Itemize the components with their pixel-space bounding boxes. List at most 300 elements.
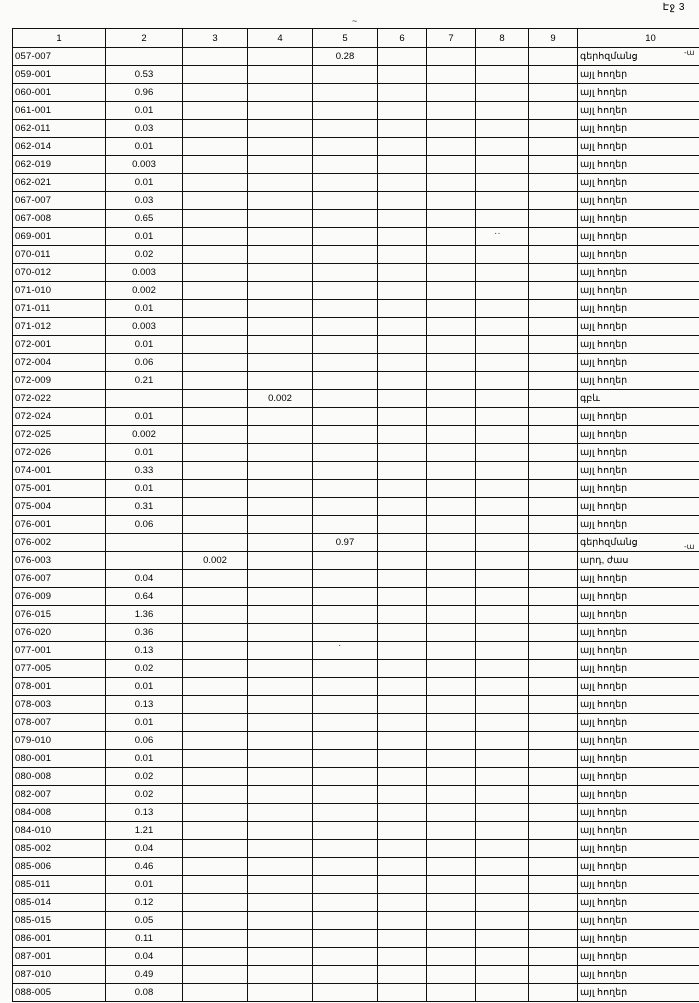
cell-3	[183, 210, 248, 228]
cell-8	[476, 480, 529, 498]
cell-3	[183, 696, 248, 714]
cell-7	[427, 966, 476, 984]
cell-10: այլ հողեր	[578, 570, 699, 588]
cell-3	[183, 750, 248, 768]
cell-7	[427, 336, 476, 354]
cell-2: 0.96	[106, 84, 183, 102]
cell-4	[248, 300, 313, 318]
cell-4	[248, 138, 313, 156]
cell-9	[529, 948, 578, 966]
cell-9	[529, 48, 578, 66]
cell-4	[248, 858, 313, 876]
cell-5	[313, 66, 378, 84]
table-row	[13, 102, 699, 120]
cell-2	[106, 534, 183, 552]
cell-8	[476, 408, 529, 426]
cell-2: 0.65	[106, 210, 183, 228]
cell-7	[427, 48, 476, 66]
cell-7	[427, 300, 476, 318]
column-header-5: 5	[313, 29, 378, 48]
cell-6	[378, 516, 427, 534]
cell-2: 0.002	[106, 282, 183, 300]
cell-7	[427, 246, 476, 264]
cell-3	[183, 336, 248, 354]
cell-2: 0.05	[106, 912, 183, 930]
cell-2: 0.002	[106, 426, 183, 444]
cell-10: այլ հողեր	[578, 66, 699, 84]
column-header-6: 6	[378, 29, 427, 48]
cell-2: 0.64	[106, 588, 183, 606]
cell-8	[476, 750, 529, 768]
cell-8	[476, 498, 529, 516]
cell-8	[476, 192, 529, 210]
cell-3	[183, 372, 248, 390]
cell-6	[378, 642, 427, 660]
cell-9	[529, 444, 578, 462]
cell-9	[529, 750, 578, 768]
cell-10: այլ հողեր	[578, 750, 699, 768]
cell-10: այլ հողեր	[578, 246, 699, 264]
cell-7	[427, 858, 476, 876]
cell-5	[313, 750, 378, 768]
table-row	[13, 732, 699, 750]
cell-3	[183, 570, 248, 588]
cell-2: 0.003	[106, 318, 183, 336]
cell-2: 0.01	[106, 174, 183, 192]
cell-7	[427, 714, 476, 732]
cell-9	[529, 372, 578, 390]
cell-3	[183, 156, 248, 174]
cell-8	[476, 102, 529, 120]
cell-2: 0.13	[106, 696, 183, 714]
cell-6	[378, 624, 427, 642]
cell-6	[378, 192, 427, 210]
cell-6	[378, 588, 427, 606]
cell-7	[427, 642, 476, 660]
table-body	[13, 48, 699, 1002]
cell-3	[183, 768, 248, 786]
cell-2: 0.01	[106, 750, 183, 768]
cell-6	[378, 48, 427, 66]
cell-5	[313, 804, 378, 822]
cell-7	[427, 282, 476, 300]
cell-6	[378, 606, 427, 624]
table-row	[13, 372, 699, 390]
cell-4	[248, 588, 313, 606]
cell-6	[378, 948, 427, 966]
cell-3	[183, 408, 248, 426]
cell-9	[529, 228, 578, 246]
table-row	[13, 966, 699, 984]
cell-1: 072-009	[13, 372, 106, 390]
cell-7	[427, 930, 476, 948]
cell-10: այլ հողեր	[578, 318, 699, 336]
cell-1: 080-008	[13, 768, 106, 786]
cell-7	[427, 768, 476, 786]
cell-6	[378, 930, 427, 948]
cell-2: 0.06	[106, 516, 183, 534]
cell-1: 076-015	[13, 606, 106, 624]
cell-9	[529, 642, 578, 660]
cell-6	[378, 498, 427, 516]
column-header-7: 7	[427, 29, 476, 48]
cell-8	[476, 462, 529, 480]
table-row	[13, 336, 699, 354]
cell-6	[378, 822, 427, 840]
cell-8	[476, 570, 529, 588]
cell-7	[427, 498, 476, 516]
cell-6	[378, 840, 427, 858]
cell-7	[427, 390, 476, 408]
cell-4	[248, 282, 313, 300]
cell-10: այլ հողեր	[578, 768, 699, 786]
ink-speck: ·	[338, 640, 342, 651]
cell-6	[378, 102, 427, 120]
cell-7	[427, 750, 476, 768]
cell-5	[313, 894, 378, 912]
cell-1: 070-011	[13, 246, 106, 264]
cell-5	[313, 462, 378, 480]
cell-6	[378, 444, 427, 462]
cell-4	[248, 534, 313, 552]
cell-1: 072-024	[13, 408, 106, 426]
cell-9	[529, 408, 578, 426]
table-row	[13, 174, 699, 192]
cell-2: 0.02	[106, 768, 183, 786]
cell-10: այլ հողեր	[578, 894, 699, 912]
cell-10: այլ հողեր	[578, 498, 699, 516]
cell-10: գերհզմանց	[578, 534, 699, 552]
cell-9	[529, 660, 578, 678]
cell-7	[427, 984, 476, 1002]
cell-5	[313, 948, 378, 966]
cell-7	[427, 66, 476, 84]
cell-2: 0.13	[106, 804, 183, 822]
cell-5	[313, 390, 378, 408]
cell-2: 0.01	[106, 480, 183, 498]
cell-4	[248, 210, 313, 228]
cell-9	[529, 894, 578, 912]
cell-5	[313, 696, 378, 714]
cell-2: 0.33	[106, 462, 183, 480]
cell-6	[378, 174, 427, 192]
cell-4	[248, 660, 313, 678]
cell-4	[248, 426, 313, 444]
cell-3	[183, 318, 248, 336]
cell-10: այլ հողեր	[578, 858, 699, 876]
cell-2: 0.03	[106, 120, 183, 138]
cell-8	[476, 660, 529, 678]
cell-9	[529, 858, 578, 876]
cell-9	[529, 498, 578, 516]
cell-4	[248, 678, 313, 696]
cell-5	[313, 408, 378, 426]
cell-3	[183, 192, 248, 210]
table-row	[13, 408, 699, 426]
cell-1: 070-012	[13, 264, 106, 282]
cell-7	[427, 192, 476, 210]
cell-8	[476, 984, 529, 1002]
cell-9	[529, 354, 578, 372]
column-header-4: 4	[248, 29, 313, 48]
cell-2: 0.01	[106, 876, 183, 894]
cell-2: 0.11	[106, 930, 183, 948]
cell-4	[248, 912, 313, 930]
cell-8	[476, 354, 529, 372]
cell-5: 0.97	[313, 534, 378, 552]
cell-1: 062-011	[13, 120, 106, 138]
column-header-3: 3	[183, 29, 248, 48]
cell-2: 0.01	[106, 300, 183, 318]
cell-5	[313, 624, 378, 642]
cell-3	[183, 534, 248, 552]
cell-3	[183, 588, 248, 606]
cell-8	[476, 822, 529, 840]
cell-9	[529, 390, 578, 408]
cell-10: այլ հողեր	[578, 984, 699, 1002]
cell-1: 086-001	[13, 930, 106, 948]
cell-5	[313, 984, 378, 1002]
cell-1: 072-004	[13, 354, 106, 372]
cell-1: 062-019	[13, 156, 106, 174]
table-row	[13, 768, 699, 786]
cell-5: 0.28	[313, 48, 378, 66]
cell-9	[529, 480, 578, 498]
table-row	[13, 246, 699, 264]
cell-2: 0.03	[106, 192, 183, 210]
cell-1: 061-001	[13, 102, 106, 120]
cell-9	[529, 768, 578, 786]
cell-8	[476, 66, 529, 84]
cell-10: այլ հողեր	[578, 156, 699, 174]
cell-5	[313, 174, 378, 192]
cell-5	[313, 480, 378, 498]
cell-1: 087-010	[13, 966, 106, 984]
cell-8	[476, 876, 529, 894]
cell-1: 076-007	[13, 570, 106, 588]
cell-1: 085-011	[13, 876, 106, 894]
cell-10: այլ հողեր	[578, 192, 699, 210]
cell-8	[476, 264, 529, 282]
margin-mark: -ա	[684, 48, 695, 57]
cell-9	[529, 840, 578, 858]
table-row	[13, 318, 699, 336]
cell-5	[313, 228, 378, 246]
cell-9	[529, 318, 578, 336]
cell-8	[476, 282, 529, 300]
cell-8	[476, 588, 529, 606]
cell-2: 0.04	[106, 840, 183, 858]
cell-10: այլ հողեր	[578, 876, 699, 894]
table-header-row	[13, 29, 699, 48]
cell-1: 069-001	[13, 228, 106, 246]
cell-8	[476, 714, 529, 732]
cell-5	[313, 660, 378, 678]
cell-10: այլ հողեր	[578, 264, 699, 282]
cell-10: այլ հողեր	[578, 462, 699, 480]
cell-4	[248, 120, 313, 138]
cell-7	[427, 156, 476, 174]
cell-4	[248, 732, 313, 750]
cell-4	[248, 444, 313, 462]
cell-6	[378, 804, 427, 822]
cell-2: 0.49	[106, 966, 183, 984]
cell-8	[476, 336, 529, 354]
cell-3	[183, 714, 248, 732]
cell-3	[183, 966, 248, 984]
cell-1: 088-005	[13, 984, 106, 1002]
cell-6	[378, 426, 427, 444]
cell-3	[183, 822, 248, 840]
table-row	[13, 588, 699, 606]
table-row	[13, 642, 699, 660]
cell-9	[529, 84, 578, 102]
cell-6	[378, 318, 427, 336]
cell-6	[378, 660, 427, 678]
cell-1: 067-008	[13, 210, 106, 228]
cell-10: այլ հողեր	[578, 624, 699, 642]
cell-3	[183, 102, 248, 120]
cell-4	[248, 768, 313, 786]
column-header-10: 10	[578, 29, 699, 48]
cell-5	[313, 876, 378, 894]
cell-7	[427, 174, 476, 192]
cell-3	[183, 804, 248, 822]
cell-6	[378, 966, 427, 984]
cell-2: 0.01	[106, 678, 183, 696]
cell-2: 0.01	[106, 138, 183, 156]
cell-1: 085-015	[13, 912, 106, 930]
cell-7	[427, 696, 476, 714]
cell-7	[427, 570, 476, 588]
cell-2: 0.02	[106, 246, 183, 264]
cell-3	[183, 498, 248, 516]
cell-3	[183, 282, 248, 300]
cell-4	[248, 156, 313, 174]
cell-2: 0.12	[106, 894, 183, 912]
cell-4	[248, 192, 313, 210]
cell-1: 071-011	[13, 300, 106, 318]
cell-10: այլ հողեր	[578, 966, 699, 984]
cell-2: 0.13	[106, 642, 183, 660]
cell-5	[313, 732, 378, 750]
table-row	[13, 570, 699, 588]
cell-10: այլ հողեր	[578, 174, 699, 192]
cell-6	[378, 714, 427, 732]
cell-6	[378, 462, 427, 480]
cell-5	[313, 300, 378, 318]
cell-8	[476, 318, 529, 336]
cell-6	[378, 246, 427, 264]
cell-9	[529, 966, 578, 984]
cell-3	[183, 300, 248, 318]
table-row	[13, 606, 699, 624]
cell-8	[476, 966, 529, 984]
cell-4	[248, 930, 313, 948]
cell-5	[313, 930, 378, 948]
cell-9	[529, 300, 578, 318]
cell-3	[183, 480, 248, 498]
land-parcel-table	[12, 28, 699, 1002]
cell-6	[378, 264, 427, 282]
cell-4	[248, 228, 313, 246]
cell-7	[427, 606, 476, 624]
cell-1: 085-002	[13, 840, 106, 858]
cell-5	[313, 192, 378, 210]
cell-1: 078-001	[13, 678, 106, 696]
cell-2	[106, 390, 183, 408]
cell-2: 0.01	[106, 408, 183, 426]
cell-6	[378, 984, 427, 1002]
cell-2: 0.06	[106, 732, 183, 750]
cell-7	[427, 894, 476, 912]
cell-4	[248, 642, 313, 660]
cell-8	[476, 534, 529, 552]
cell-8	[476, 930, 529, 948]
cell-7	[427, 804, 476, 822]
cell-7	[427, 138, 476, 156]
cell-9	[529, 156, 578, 174]
cell-1: 076-002	[13, 534, 106, 552]
column-header-2: 2	[106, 29, 183, 48]
cell-3	[183, 732, 248, 750]
cell-5	[313, 84, 378, 102]
table-row	[13, 552, 699, 570]
cell-6	[378, 678, 427, 696]
cell-3	[183, 228, 248, 246]
cell-5	[313, 210, 378, 228]
cell-5	[313, 246, 378, 264]
cell-4	[248, 498, 313, 516]
cell-3	[183, 984, 248, 1002]
cell-5	[313, 642, 378, 660]
table-row	[13, 282, 699, 300]
cell-10: այլ հողեր	[578, 948, 699, 966]
cell-4	[248, 948, 313, 966]
cell-1: 072-022	[13, 390, 106, 408]
cell-4	[248, 102, 313, 120]
cell-10: այլ հողեր	[578, 840, 699, 858]
cell-4	[248, 408, 313, 426]
table-row	[13, 48, 699, 66]
cell-8	[476, 120, 529, 138]
cell-5	[313, 102, 378, 120]
cell-3	[183, 948, 248, 966]
cell-4	[248, 264, 313, 282]
cell-2	[106, 48, 183, 66]
table-row	[13, 840, 699, 858]
cell-7	[427, 822, 476, 840]
cell-5	[313, 606, 378, 624]
table-row	[13, 750, 699, 768]
cell-3	[183, 624, 248, 642]
cell-9	[529, 696, 578, 714]
cell-7	[427, 786, 476, 804]
cell-5	[313, 552, 378, 570]
cell-4	[248, 318, 313, 336]
table-row	[13, 534, 699, 552]
cell-7	[427, 840, 476, 858]
cell-6	[378, 750, 427, 768]
table-row	[13, 696, 699, 714]
cell-3	[183, 66, 248, 84]
cell-3	[183, 390, 248, 408]
cell-3	[183, 786, 248, 804]
cell-4	[248, 48, 313, 66]
table-row	[13, 390, 699, 408]
cell-3	[183, 858, 248, 876]
cell-3	[183, 912, 248, 930]
